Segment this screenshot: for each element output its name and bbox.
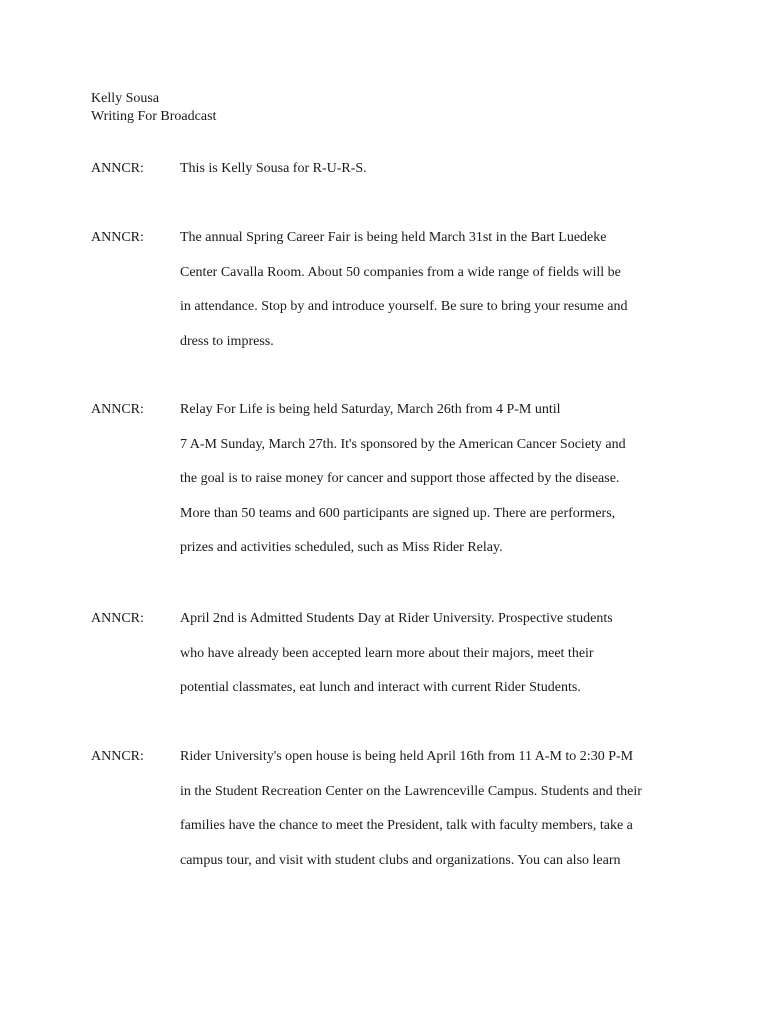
script-line: April 2nd is Admitted Students Day at Rider University. Prospective students <box>180 611 613 626</box>
announcer-label: ANNCR: <box>91 161 144 176</box>
script-line: This is Kelly Sousa for R-U-R-S. <box>180 161 367 176</box>
script-line: dress to impress. <box>180 333 274 349</box>
announcer-label: ANNCR: <box>91 230 144 245</box>
script-line: in attendance. Stop by and introduce yourself. Be sure to bring your resume and <box>180 299 628 315</box>
script-line: More than 50 teams and 600 participants are signed up. There are performers, <box>180 505 616 521</box>
script-line: campus tour, and visit with student clubs and organizations. You can also learn <box>180 852 621 868</box>
announcer-label: ANNCR: <box>91 402 144 417</box>
script-line: families have the chance to meet the President, talk with faculty members, take a <box>180 818 633 834</box>
announcer-label: ANNCR: <box>91 611 144 626</box>
script-line: prizes and activities scheduled, such as Miss Rider Relay. <box>180 540 503 556</box>
script-line: Rider University's open house is being held April 16th from 11 A-M to 2:30 P-M <box>180 749 634 764</box>
script-line: Center Cavalla Room. About 50 companies from a wide range of fields will be <box>180 264 621 280</box>
script-line: The annual Spring Career Fair is being held March 31st in the Bart Luedeke <box>180 230 607 245</box>
script-text <box>180 401 690 557</box>
script-text <box>180 610 690 697</box>
author-name: Kelly Sousa <box>91 91 160 106</box>
announcer-label: ANNCR: <box>91 749 144 764</box>
script-line: 7 A-M Sunday, March 27th. It's sponsored by the American Cancer Society and <box>180 436 626 452</box>
script-line: in the Student Recreation Center on the Lawrenceville Campus. Students and their <box>180 783 642 799</box>
document-header <box>91 90 216 126</box>
script-text <box>180 748 690 870</box>
course-title: Writing For Broadcast <box>91 109 217 124</box>
script-line: who have already been accepted learn more about their majors, meet their <box>180 645 594 661</box>
script-line: the goal is to raise money for cancer and support those affected by the disease. <box>180 471 620 487</box>
script-line: potential classmates, eat lunch and interact with current Rider Students. <box>180 680 581 696</box>
script-line: Relay For Life is being held Saturday, March 26th from 4 P-M until <box>180 402 561 417</box>
script-text <box>180 229 690 351</box>
script-text <box>180 160 690 178</box>
